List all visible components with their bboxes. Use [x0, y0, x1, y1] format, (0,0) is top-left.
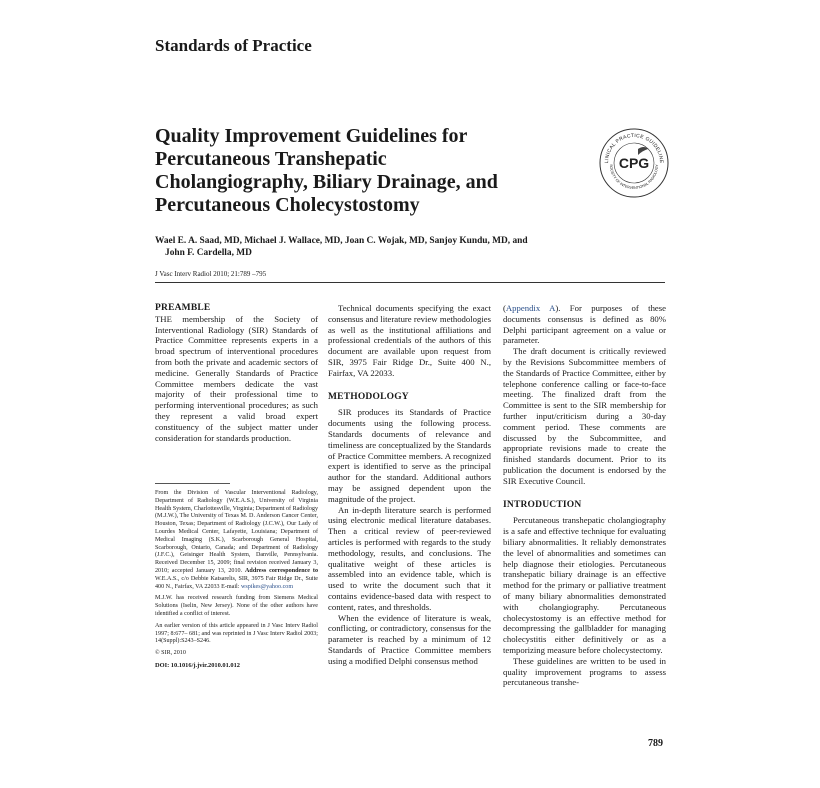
authors-line: John F. Cardella, MD: [165, 248, 252, 258]
affiliations-note: [155, 490, 318, 591]
footnotes: [155, 490, 318, 674]
footnote-divider: [155, 483, 230, 484]
section-header: Standards of Practice: [155, 36, 312, 55]
paragraph: (Appendix A). For purposes of these documents consensus is defined as 80% Delphi participant agreement on a value or parameter.: [503, 303, 667, 346]
title-line: Percutaneous Cholecystostomy: [155, 194, 420, 216]
paragraph: The draft document is critically reviewed by the Revisions Subcommittee members of the Standards of Practice Committee, either by telephone conference calling or face-to-face meeting. The finalized draft from the Committee is sent to the SIR membership for further input/criticism during a 30-day comment period. These comments are discussed by the Subcommittee, and appropriate revisions made to create the finished standards document. Prior to its publication the document is endorsed by the SIR Executive Council.: [503, 346, 666, 486]
title-line: Quality Improvement Guidelines for: [155, 125, 468, 147]
paragraph: An in-depth literature search is performed using electronic medical literature databases. Then a critical review of peer-reviewed articles is performed with regards to the study methodology, results, and conclusions. The qualitative weight of these articles is assembled into an evidence table, which is used to write the document such that it contains evidence-based data with respect to content, rates, and thresholds.: [328, 504, 491, 612]
page-number: 789: [648, 738, 663, 749]
cpg-logo: [598, 127, 670, 199]
authors-line: Wael E. A. Saad, MD, Michael J. Wallace, MD, Joan C. Wojak, MD, Sanjoy Kundu, MD, and: [155, 236, 528, 246]
header-divider: [155, 282, 665, 283]
svg-text:CLINICAL PRACTICE GUIDELINES: LINICAL PRACTICE GUIDELINE: [603, 132, 665, 164]
doi: DOI: 10.1016/j.jvir.2010.01.012: [155, 661, 240, 669]
svg-text:CPG: CPG: [618, 155, 650, 171]
email-link[interactable]: wspikes@yahoo.com: [240, 583, 294, 590]
paragraph: SIR produces its Standards of Practice documents using the following process. Standards documents of relevance and timeliness are conceptualized by the Standards of Practice Committee members. A recognized expert is identified to serve as the principal author for the standard. Additional authors may be assigned dependent upon the magnitude of the project.: [328, 407, 491, 504]
column-preamble: [155, 303, 318, 443]
affiliations-text: From the Division of Vascular Interventional Radiology, Department of Radiology (W.E.A.S.), University of Virginia Health System, Charlottesville, Virginia; Department of Radiology (M.J.W.), The University of Texas M. D. Anderson Cancer Center, Houston, Texas; Department of Radiology (J.C.W.), Our Lady of Lourdes Medical Center, Lafayette, Louisiana; Department of Medical Imaging (S.K.), Scarborough General Hospital, Scarborough, Ontario, Canada; and Department of Radiology (J.F.C.), Geisinger Health System, Danville, Pennsylvania. Received December 15, 2009; final revision received January 3, 2010; accepted January 13, 2010.: [155, 490, 318, 574]
column-methodology: [328, 303, 491, 667]
correspondence-text: W.E.A.S., c/o Debbie Katsarelis, SIR, 3975 Fair Ridge Dr., Suite 400 N., Fairfax, VA 22033 E-mail:: [155, 575, 318, 590]
earlier-version-note: An earlier version of this article appeared in J Vasc Interv Radiol 1997; 8:677– 681; and was reprinted in J Vasc Interv Radiol 2003; 14(Suppl):S243–S246.: [155, 622, 318, 645]
preamble-paragraph: THE membership of the Society of Interventional Radiology (SIR) Standards of Practice Committee represents experts in a broad spectrum of interventional procedures from both the private and academic sectors of medicine. Generally Standards of Practice Committee members dedicate the vast majority of their professional time to performing interventional procedures; as such they represent a valid broad expert constituency of the subject matter under consideration for standards production.: [155, 313, 318, 443]
correspondence-label: Address correspondence to: [245, 567, 318, 574]
appendix-link[interactable]: Appendix A: [505, 303, 556, 313]
preamble-heading: PREAMBLE: [155, 303, 211, 313]
title-line: Cholangiography, Biliary Drainage, and: [155, 171, 498, 193]
paragraph: When the evidence of literature is weak, conflicting, or contradictory, consensus for the parameter is reached by a minimum of 12 Standards of Practice Committee members using a modified Delphi consensus method: [328, 612, 491, 666]
funding-note: M.J.W. has received research funding from Siemens Medical Solutions (Iselin, New Jersey). None of the other authors have identified a conflict of interest.: [155, 595, 318, 617]
methodology-heading: METHODOLOGY: [328, 391, 409, 402]
introduction-heading: INTRODUCTION: [503, 499, 582, 510]
article-title: [155, 125, 605, 217]
title-line: Percutaneous Transhepatic: [155, 148, 387, 170]
svg-text:SOCIETY OF INTERVENTIONAL RADI: SOCIETY OF INTERVENTIONAL RADIOLOGY: [608, 164, 660, 191]
cpg-seal-icon: [598, 127, 670, 199]
paragraph: These guidelines are written to be used in quality improvement programs to assess percutaneous transhe-: [503, 655, 666, 688]
copyright: © SIR, 2010: [155, 650, 186, 657]
column-introduction: [503, 303, 666, 688]
paragraph: Percutaneous transhepatic cholangiography is a safe and effective technique for evaluating biliary abnormalities. It reliably demonstrates the level of abnormalities and sometimes can help diagnose their etiologies. Percutaneous transhepatic biliary drainage is an effective method for the primary or palliative treatment of many biliary abnormalities demonstrated with cholangiography. Percutaneous cholecystostomy is an effective method for decompressing the gallbladder for managing cholecystitis either definitively or as a temporizing measure before cholecystectomy.: [503, 515, 666, 655]
journal-citation: J Vasc Interv Radiol 2010; 21:789 –795: [155, 270, 267, 278]
author-list: [155, 235, 655, 259]
paragraph: Technical documents specifying the exact consensus and literature review methodologies as well as the institutional affiliations and professional credentials of the authors of this document are available upon request from SIR, 3975 Fair Ridge Dr., Suite 400 N., Fairfax, VA 22033.: [328, 303, 491, 378]
